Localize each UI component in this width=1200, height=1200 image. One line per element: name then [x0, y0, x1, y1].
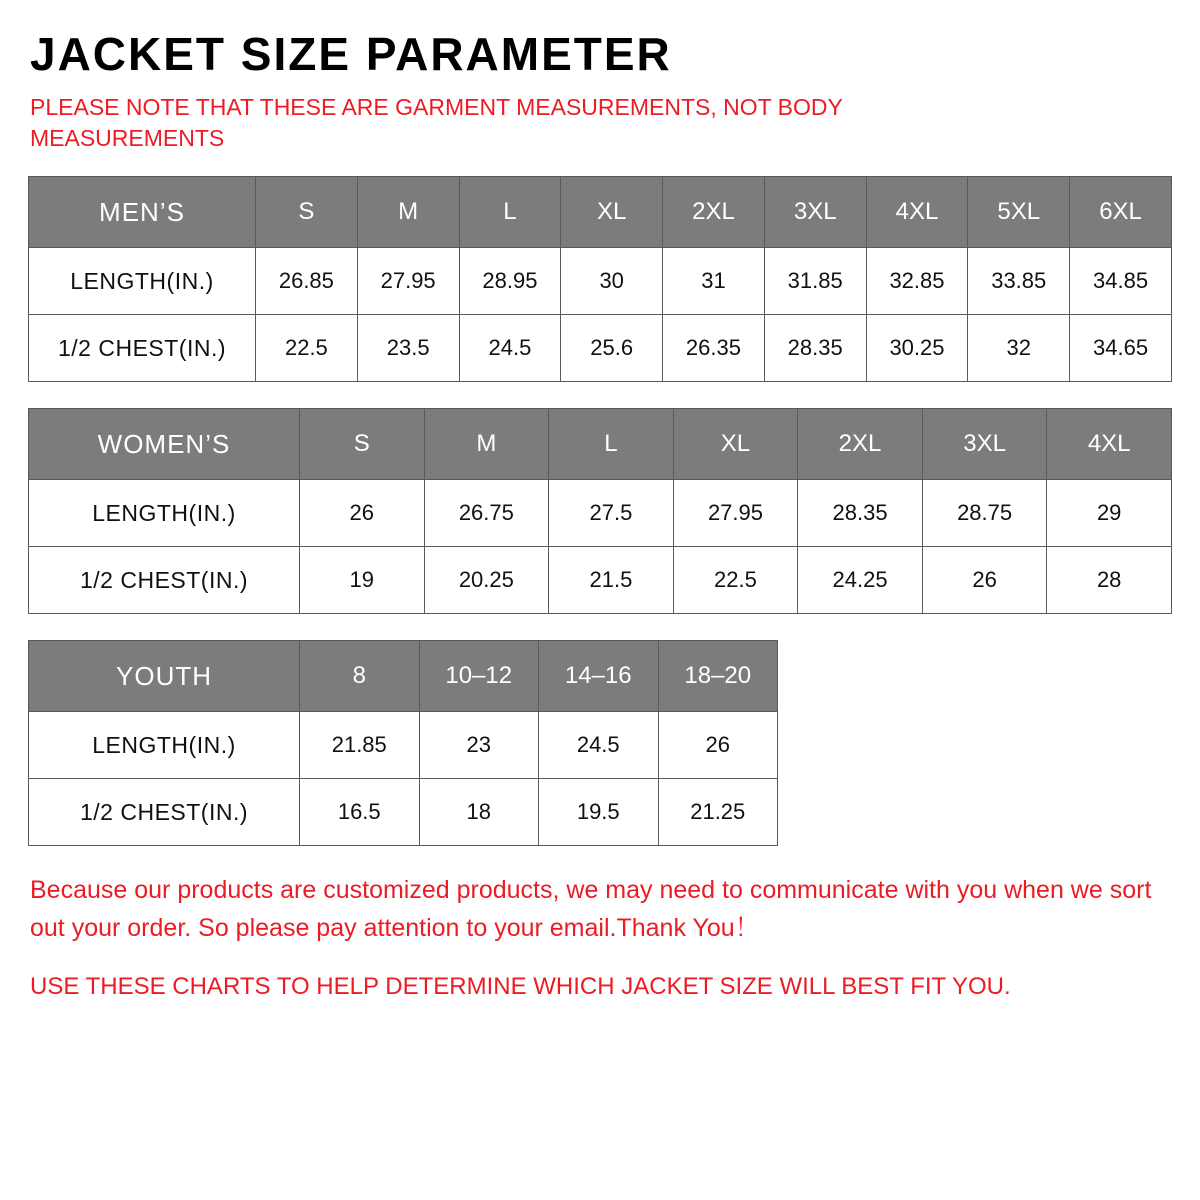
table-row	[29, 779, 778, 846]
youth-size-table	[28, 640, 778, 846]
measurement-cell: 24.25	[798, 547, 923, 614]
measurement-cell: 30	[561, 248, 663, 315]
customization-note: Because our products are customized products, we may need to communicate with you when we sort out your order. So please pay attention to your email.Thank You！	[30, 876, 1152, 942]
measurement-cell: 33.85	[968, 248, 1070, 315]
size-header-cell: 18–20	[658, 641, 778, 712]
measurement-cell: 30.25	[866, 315, 968, 382]
measurement-cell: 26.85	[256, 248, 358, 315]
youth-table-label: YOUTH	[29, 641, 300, 712]
measurement-cell: 34.85	[1070, 248, 1172, 315]
row-label: LENGTH(IN.)	[29, 712, 300, 779]
measurement-cell: 32.85	[866, 248, 968, 315]
size-header-cell: XL	[673, 409, 798, 480]
womens-size-table	[28, 408, 1172, 614]
row-label: LENGTH(IN.)	[29, 480, 300, 547]
table-row	[29, 480, 1172, 547]
mens-size-table	[28, 176, 1172, 382]
measurement-cell: 21.25	[658, 779, 778, 846]
measurement-cell: 26	[922, 547, 1047, 614]
measurement-cell: 23.5	[357, 315, 459, 382]
size-header-cell: L	[459, 177, 561, 248]
measurement-cell: 32	[968, 315, 1070, 382]
measurement-cell: 22.5	[673, 547, 798, 614]
size-header-cell: M	[424, 409, 549, 480]
table-header-row	[29, 177, 1172, 248]
measurement-cell: 19	[300, 547, 425, 614]
row-label: 1/2 CHEST(IN.)	[29, 315, 256, 382]
measurement-cell: 27.5	[549, 480, 674, 547]
size-header-cell: S	[256, 177, 358, 248]
row-label: 1/2 CHEST(IN.)	[29, 779, 300, 846]
size-header-cell: 4XL	[1047, 409, 1172, 480]
measurement-cell: 24.5	[459, 315, 561, 382]
table-row	[29, 712, 778, 779]
measurement-cell: 28.35	[798, 480, 923, 547]
row-label: LENGTH(IN.)	[29, 248, 256, 315]
size-header-cell: XL	[561, 177, 663, 248]
size-header-cell: 2XL	[663, 177, 765, 248]
garment-measurement-note: PLEASE NOTE THAT THESE ARE GARMENT MEASUREMENTS, NOT BODY MEASUREMENTS	[30, 94, 843, 152]
measurement-cell: 28	[1047, 547, 1172, 614]
measurement-cell: 28.35	[764, 315, 866, 382]
measurement-cell: 26	[658, 712, 778, 779]
womens-table-label: WOMEN’S	[29, 409, 300, 480]
measurement-cell: 16.5	[300, 779, 420, 846]
measurement-cell: 26.75	[424, 480, 549, 547]
measurement-cell: 23	[419, 712, 539, 779]
table-row	[29, 547, 1172, 614]
table-row	[29, 248, 1172, 315]
measurement-cell: 28.95	[459, 248, 561, 315]
measurement-cell: 19.5	[539, 779, 659, 846]
mens-table-label: MEN’S	[29, 177, 256, 248]
size-header-cell: 4XL	[866, 177, 968, 248]
size-header-cell: S	[300, 409, 425, 480]
measurement-cell: 34.65	[1070, 315, 1172, 382]
size-header-cell: 8	[300, 641, 420, 712]
size-header-cell: 2XL	[798, 409, 923, 480]
measurement-cell: 31.85	[764, 248, 866, 315]
measurement-cell: 21.85	[300, 712, 420, 779]
measurement-cell: 29	[1047, 480, 1172, 547]
table-header-row	[29, 409, 1172, 480]
measurement-cell: 18	[419, 779, 539, 846]
size-header-cell: 3XL	[764, 177, 866, 248]
size-header-cell: 10–12	[419, 641, 539, 712]
measurement-cell: 27.95	[673, 480, 798, 547]
size-header-cell: 6XL	[1070, 177, 1172, 248]
measurement-cell: 26	[300, 480, 425, 547]
row-label: 1/2 CHEST(IN.)	[29, 547, 300, 614]
measurement-cell: 22.5	[256, 315, 358, 382]
measurement-cell: 27.95	[357, 248, 459, 315]
size-header-cell: 14–16	[539, 641, 659, 712]
measurement-cell: 24.5	[539, 712, 659, 779]
table-header-row	[29, 641, 778, 712]
size-header-cell: M	[357, 177, 459, 248]
size-header-cell: 5XL	[968, 177, 1070, 248]
size-header-cell: 3XL	[922, 409, 1047, 480]
measurement-cell: 21.5	[549, 547, 674, 614]
measurement-cell: 20.25	[424, 547, 549, 614]
page-title: JACKET SIZE PARAMETER	[30, 28, 672, 80]
chart-usage-note: USE THESE CHARTS TO HELP DETERMINE WHICH JACKET SIZE WILL BEST FIT YOU.	[30, 973, 1011, 1001]
table-row	[29, 315, 1172, 382]
measurement-cell: 26.35	[663, 315, 765, 382]
size-header-cell: L	[549, 409, 674, 480]
measurement-cell: 25.6	[561, 315, 663, 382]
measurement-cell: 31	[663, 248, 765, 315]
measurement-cell: 28.75	[922, 480, 1047, 547]
